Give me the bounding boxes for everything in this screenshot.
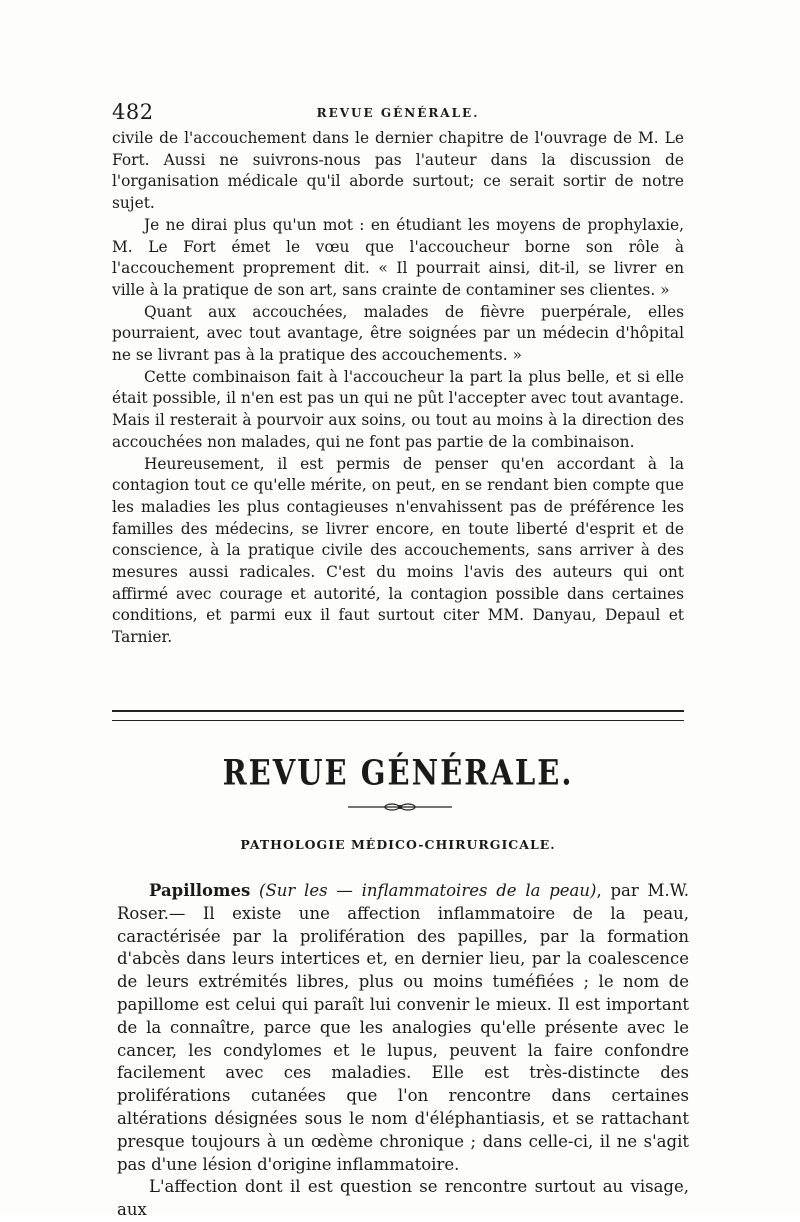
- page-number: 482: [112, 100, 154, 124]
- section-title: REVUE GÉNÉRALE.: [222, 752, 574, 793]
- page-header: [112, 100, 684, 126]
- paragraph: Heureusement, il est permis de penser qu'en accordant à la contagion tout ce qu'elle mérite, on peut, en se rendant bien compte que les maladies les plus contagieuses n'envahissent pas de préférence les familles des médecins, se livrer encore, en toute liberté d'esprit et de conscience, à la pratique civile des accouchements, sans arriver à des mesures aussi radicales. C'est du moins l'avis des auteurs qui ont affirmé avec courage et autorité, la contagion possible dans certaines conditions, et parmi eux il faut surtout citer MM. Danyau, Depaul et Tarnier.: [112, 454, 684, 647]
- article-subtitle: (Sur les — inflammatoires de la peau): [259, 881, 597, 900]
- paragraph: Je ne dirai plus qu'un mot : en étudiant les moyens de prophylaxie, M. Le Fort émet le vœu que l'accoucheur borne son rôle à l'accouchement proprement dit. « Il pourrait ainsi, dit-il, se livrer en ville à la pratique de son art, sans crainte de contaminer ses clientes. »: [112, 215, 684, 299]
- subsection-title: PATHOLOGIE MÉDICO-CHIRURGICALE.: [240, 837, 556, 852]
- article-paragraph: [117, 880, 689, 1176]
- article-body: Il existe une affection inflammatoire de la peau, caractérisée par la prolifération des papilles, par la formation d'abcès dans leurs intertices et, en dernier lieu, par la coalescence de leurs extrémités libres, plus ou moins tuméfiées ; le nom de papillome est celui qui paraît lui convenir le mieux. Il est important de la connaître, parce que les analogies qu'elle présente avec le cancer, les condylomes et le lupus, peuvent la faire confondre facilement avec ces maladies. Elle est très-distincte des proliférations cutanées que l'on rencontre dans certaines altérations désignées sous le nom d'éléphantiasis, et se rattachant presque toujours à un œdème chronique ; dans celle-ci, il ne s'agit pas d'une lésion d'origine inflammatoire.: [117, 903, 689, 1174]
- previous-article-text: [112, 128, 684, 649]
- article-paragraph: L'affection dont il est question se rencontre surtout au visage, aux: [117, 1177, 689, 1220]
- paragraph: Cette combinaison fait à l'accoucheur la part la plus belle, et si elle était possible, il n'en est pas un qui ne pût l'accepter avec tout avantage. Mais il resterait à pourvoir aux soins, ou tout au moins à la direction des accouchées non malades, qui ne font pas partie de la combinaison.: [112, 367, 684, 451]
- double-rule-divider: [112, 710, 684, 721]
- article-papillomes: [117, 880, 689, 1222]
- paragraph: civile de l'accouchement dans le dernier chapitre de l'ouvrage de M. Le Fort. Aussi ne suivrons-nous pas l'auteur dans la discussion de l'organisation médicale qu'il aborde surtout; ce serait sortir de notre sujet.: [112, 129, 684, 213]
- running-head: REVUE GÉNÉRALE.: [316, 106, 480, 120]
- article-author: , par M.W. Roser.—: [117, 881, 689, 923]
- article-title: Papillomes: [149, 881, 251, 900]
- paragraph: Quant aux accouchées, malades de fièvre puerpérale, elles pourraient, avec tout avantage, être soignées par un médecin d'hôpital ne se livrant pas à la pratique des accouchements. »: [112, 302, 684, 365]
- ornament-divider-icon: [348, 803, 452, 811]
